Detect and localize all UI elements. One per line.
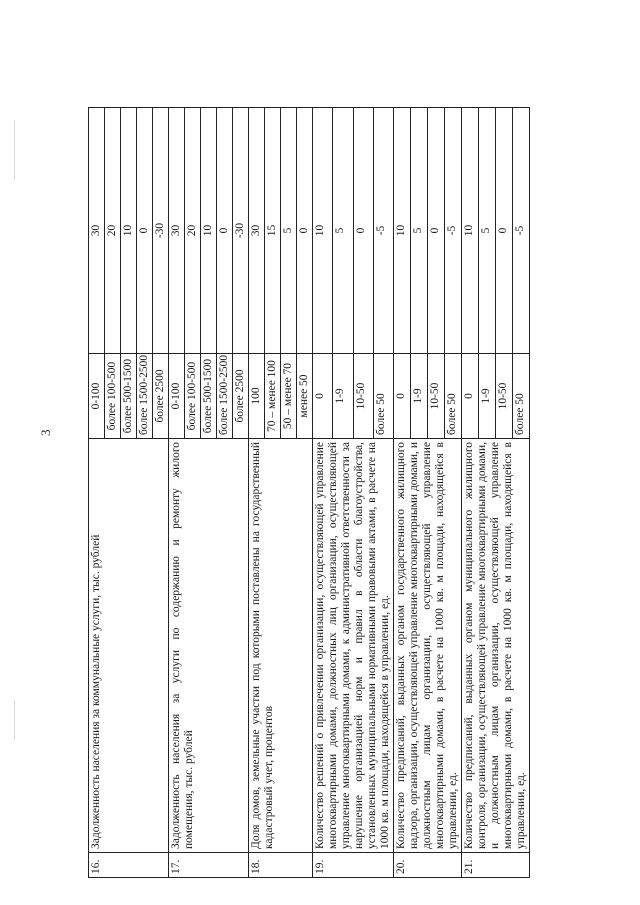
score-value: -5 — [445, 108, 462, 354]
value-range: более 1500-2500 — [137, 354, 153, 439]
value-range: 70 – менее 100 — [265, 354, 281, 439]
value-range: 0-100 — [169, 354, 185, 439]
value-range: более 50 — [373, 354, 393, 439]
criterion-description: Задолженность населения за коммунальные услуги, тыс. рублей — [89, 439, 169, 853]
value-range: более 2500 — [233, 354, 249, 439]
row-number: 19. — [313, 853, 394, 878]
criterion-description: Количество предписаний, выданных органом муниципального жилищного контроля, организации, осуществляющей управление многоквартирными домами, и должностным лицам организации, осуществляющей управление многоквартирными домами, в расчете на 1000 кв. м площади, находящейся в управлении, ед. — [462, 439, 530, 853]
value-range: 1-9 — [411, 354, 428, 439]
score-value: 0 — [217, 108, 233, 354]
value-range: 1-9 — [479, 354, 496, 439]
table-row — [313, 108, 333, 878]
score-value: 5 — [333, 108, 353, 354]
score-value: -30 — [153, 108, 169, 354]
value-range: более 2500 — [153, 354, 169, 439]
score-value: 30 — [169, 108, 185, 354]
score-value: -30 — [233, 108, 249, 354]
score-value: 20 — [185, 108, 201, 354]
criterion-description: Доля домов, земельные участки под которыми поставлены на государственный кадастровый учет, процентов — [249, 439, 313, 853]
score-value: -5 — [513, 108, 530, 354]
value-range: 0 — [394, 354, 411, 439]
table-row — [462, 108, 479, 878]
value-range: 0 — [462, 354, 479, 439]
value-range: 10-50 — [353, 354, 373, 439]
page-number: 3 — [38, 429, 53, 436]
row-number: 17. — [169, 853, 249, 878]
score-value: 5 — [281, 108, 297, 354]
row-number: 16. — [89, 853, 169, 878]
scan-edge-mark — [14, 700, 15, 740]
score-value: 0 — [297, 108, 313, 354]
score-value: 10 — [313, 108, 333, 354]
score-value: 0 — [137, 108, 153, 354]
score-value: 10 — [394, 108, 411, 354]
value-range: менее 50 — [297, 354, 313, 439]
score-value: 30 — [89, 108, 105, 354]
value-range: 1-9 — [333, 354, 353, 439]
value-range: более 500-1500 — [121, 354, 137, 439]
criteria-table — [88, 107, 530, 878]
value-range: более 50 — [513, 354, 530, 439]
table-row — [394, 108, 411, 878]
value-range: более 1500-2500 — [217, 354, 233, 439]
table-row — [169, 108, 185, 878]
value-range: более 500-1500 — [201, 354, 217, 439]
score-value: 0 — [353, 108, 373, 354]
score-value: 10 — [121, 108, 137, 354]
score-value: 5 — [411, 108, 428, 354]
score-value: 20 — [105, 108, 121, 354]
criterion-description: Количество предписаний, выданных органом государственного жилищного надзора, организации, осуществляющей управление многоквартирными домами, и должностным лицам организации, осуществляющей управление многоквартирными домами, в расчете на 1000 кв. м площади, находящейся в управлении, ед. — [394, 439, 462, 853]
criterion-description: Количество решений о привлечении организации, осуществляющей управление многоквартирными домами, должностных лиц организации, осуществляющей управление многоквартирными домами, к административной ответственности за нарушение организацией норм и правил в области благоустройства, установленных муниципальными нормативными правовыми актами, в расчете на 1000 кв. м площади, находящейся в управлении, ед. — [313, 439, 394, 853]
score-value: 10 — [201, 108, 217, 354]
value-range: 100 — [249, 354, 265, 439]
row-number: 21. — [462, 853, 530, 878]
table-row — [89, 108, 105, 878]
score-value: 5 — [479, 108, 496, 354]
value-range: более 100-500 — [105, 354, 121, 439]
row-number: 18. — [249, 853, 313, 878]
row-number: 20. — [394, 853, 462, 878]
value-range: 10-50 — [428, 354, 445, 439]
value-range: 0-100 — [89, 354, 105, 439]
score-value: 0 — [428, 108, 445, 354]
rotated-table-container — [88, 108, 530, 878]
score-value: 30 — [249, 108, 265, 354]
value-range: 10-50 — [496, 354, 513, 439]
scan-edge-mark — [14, 120, 15, 180]
value-range: 0 — [313, 354, 333, 439]
score-value: 10 — [462, 108, 479, 354]
score-value: 0 — [496, 108, 513, 354]
score-value: 15 — [265, 108, 281, 354]
value-range: 50 – менее 70 — [281, 354, 297, 439]
criterion-description: Задолженность населения за услуги по содержанию и ремонту жилого помещения, тыс. рублей — [169, 439, 249, 853]
score-value: -5 — [373, 108, 393, 354]
value-range: более 100-500 — [185, 354, 201, 439]
value-range: более 50 — [445, 354, 462, 439]
table-row — [249, 108, 265, 878]
